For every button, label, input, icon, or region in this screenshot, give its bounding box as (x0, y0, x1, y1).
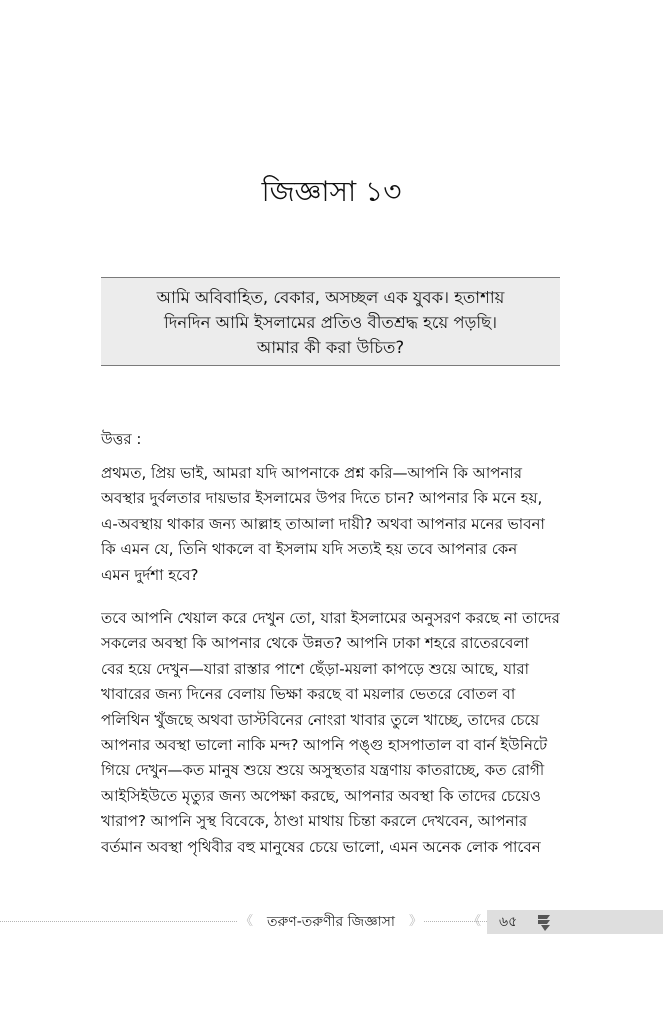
paragraph-line: এ-অবস্থায় থাকার জন্য আল্লাহ তাআলা দায়ী? অথবা আপনার মনের ভাবনা (101, 514, 545, 533)
paragraph-line: বর্তমান অবস্থা পৃথিবীর বহু মানুষের চেয়ে ভালো, এমন অনেক লোক পাবেন (101, 837, 541, 856)
chapter-title: জিজ্ঞাসা ১৩ (261, 175, 402, 208)
question-line: আমার কী করা উচিত? (256, 338, 405, 357)
chevron-right-icon: 》 (408, 914, 422, 929)
answer-paragraph-2 (101, 606, 560, 860)
paragraph-line: কি এমন যে, তিনি থাকলে বা ইসলাম যদি সত্যই হয় তবে আপনার কেন (101, 540, 518, 559)
paragraph-line: আপনার অবস্থা ভালো নাকি মন্দ? আপনি পঙ্গু হাসপাতাল বা বার্ন ইউনিটে (101, 736, 548, 755)
paragraph-line: বের হয়ে দেখুন—যারা রাস্তার পাশে ছেঁড়া-ময়লা কাপড়ে শুয়ে আছে, যারা (101, 659, 529, 678)
footer-title-wrap (238, 910, 424, 934)
paragraph-line: প্রথমত, প্রিয় ভাই, আমরা যদি আপনাকে প্রশ্ন করি—আপনি কি আপনার (101, 464, 522, 482)
paragraph-line: এমন দুর্দশা হবে? (101, 565, 199, 584)
paragraph-line: খাবারের জন্য দিনের বেলায় ভিক্ষা করছে বা ময়লার ভেতরে বোতল বা (101, 685, 516, 704)
question-line: আমি অবিবাহিত, বেকার, অসচ্ছল এক যুবক। হতাশায় (156, 288, 505, 307)
answer-paragraph-1 (101, 461, 560, 588)
paragraph-line: আইসিইউতে মৃত্যুর জন্য অপেক্ষা করছে, আপনার অবস্থা কি তাদের চেয়েও (101, 786, 541, 805)
paragraph-line: গিয়ে দেখুন—কত মানুষ শুয়ে শুয়ে অসুস্থতার যন্ত্রণায় কাতরাচ্ছে, কত রোগী (101, 761, 545, 780)
chevron-left-icon: 《 (468, 914, 482, 929)
page-footer (0, 908, 663, 936)
page-number-box (487, 910, 663, 934)
paragraph-line: সকলের অবস্থা কি আপনার থেকে উন্নত? আপনি ঢাকা শহরে রাতেরবেলা (101, 634, 529, 653)
paragraph-line: খারাপ? আপনি সুস্থ বিবেকে, ঠাণ্ডা মাথায় চিন্তা করলে দেখবেন, আপনার (101, 812, 528, 831)
paragraph-line: পলিথিন খুঁজছে অথবা ডাস্টবিনের নোংরা খাবার তুলে খাচ্ছে, তাদের চেয়ে (101, 710, 540, 729)
footer-book-title: তরুণ-তরুণীর জিজ্ঞাসা (267, 914, 395, 930)
chevron-left-icon: 《 (240, 914, 254, 929)
question-box (101, 277, 560, 366)
question-line: দিনদিন আমি ইসলামের প্রতিও বীতশ্রদ্ধ হয়ে পড়ছি। (163, 313, 498, 332)
book-icon (535, 912, 555, 932)
answer-label: উত্তর : (101, 430, 142, 448)
page-number: ৬৫ (499, 914, 518, 930)
paragraph-line: তবে আপনি খেয়াল করে দেখুন তো, যারা ইসলামের অনুসরণ করছে না তাদের (101, 609, 560, 627)
paragraph-line: অবস্থার দুর্বলতার দায়ভার ইসলামের উপর দিতে চান? আপনার কি মনে হয়, (101, 489, 543, 508)
